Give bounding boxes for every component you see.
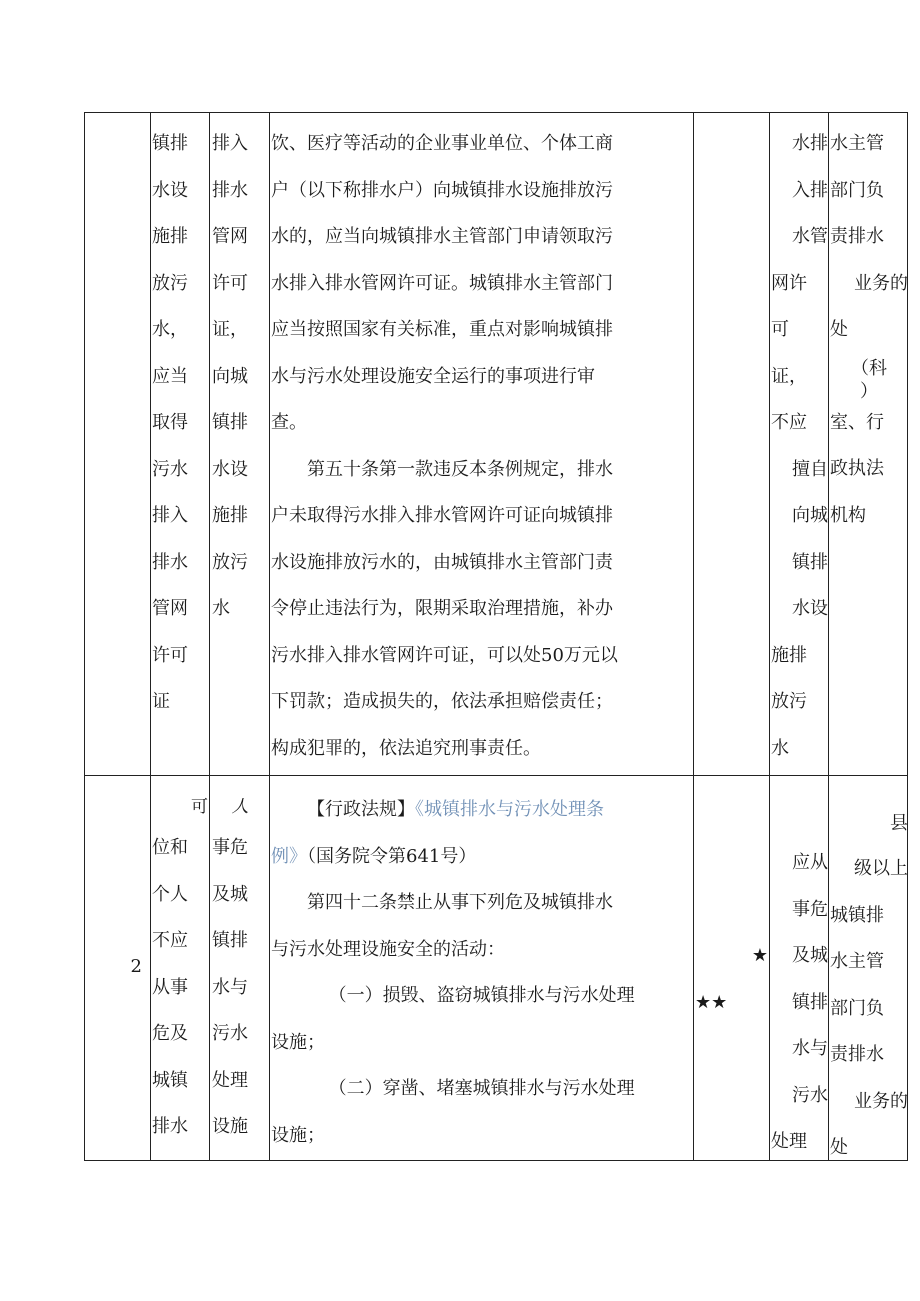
basis-line: 第五十条第一款违反本条例规定，排水 xyxy=(307,458,613,480)
row1-dept-line: （科 xyxy=(851,357,887,379)
row2-dept-line: 处 xyxy=(830,1137,848,1158)
basis-line: 构成犯罪的，依法追究刑事责任。 xyxy=(271,737,541,759)
basis-line: 户未取得污水排入排水管网许可证向城镇排 xyxy=(271,505,613,526)
basis-line: 水排入排水管网许可证。城镇排水主管部门 xyxy=(271,272,613,294)
row1-dept-line: 处 xyxy=(830,319,848,340)
basis-line: 应当按照国家有关标准，重点对影响城镇排 xyxy=(271,319,613,340)
row1-check-line: 水管 xyxy=(792,226,828,247)
col-border-5 xyxy=(769,112,770,1161)
row2-dept-line: 业务的 xyxy=(854,1090,908,1112)
col-border-4 xyxy=(693,112,694,1161)
row2-item-top: 可 xyxy=(191,797,208,817)
row1-dept-line: 部门负 xyxy=(830,179,884,201)
row1-dept-line: 政执法 xyxy=(830,458,884,479)
row1-type-line: 证， xyxy=(212,319,248,340)
row1-check-line: 擅自 xyxy=(792,458,828,480)
table-top-border xyxy=(84,112,908,113)
basis-line: 与污水处理设施安全的活动： xyxy=(271,938,505,960)
row2-dept-line: 责排水 xyxy=(830,1044,884,1065)
regulation-link-cont[interactable]: 例》 xyxy=(271,845,307,867)
basis-line: （一）损毁、盗窃城镇排水与污水处理 xyxy=(328,985,635,1006)
row2-level-cell xyxy=(695,933,768,1026)
row1-item-cell xyxy=(152,121,208,726)
row-divider xyxy=(84,775,908,776)
row1-check-line: 施排 xyxy=(771,644,807,666)
col-border-0 xyxy=(84,112,85,1161)
row1-item-line: 应当 xyxy=(152,365,188,387)
row2-type-line: 设施 xyxy=(212,1116,248,1137)
row1-item-line: 证 xyxy=(152,691,170,712)
row2-check-line: 水与 xyxy=(792,1038,828,1059)
basis-line: 下罚款；造成损失的，依法承担赔偿责任； xyxy=(271,691,613,712)
row2-item-cell xyxy=(152,797,208,1151)
row1-item-line: 施排 xyxy=(152,226,188,247)
row1-type-line: 许可 xyxy=(212,272,248,294)
row2-check-line: 处理 xyxy=(771,1131,807,1152)
row1-dept-line: 责排水 xyxy=(830,226,884,247)
basis-line: 水与污水处理设施安全运行的事项进行审 xyxy=(271,365,595,387)
row2-check-line: 及城 xyxy=(792,945,828,966)
row2-type-line: 事危 xyxy=(212,837,248,858)
basis-line: 户（以下称排水户）向城镇排水设施排放污 xyxy=(271,179,613,201)
basis-line: （二）穿凿、堵塞城镇排水与污水处理 xyxy=(328,1078,635,1099)
row1-check-line: 放污 xyxy=(771,691,807,712)
row2-item-line: 从事 xyxy=(152,976,188,998)
row1-check-line: 不应 xyxy=(771,412,807,433)
basis-head: 【行政法规】 xyxy=(307,799,415,820)
row1-type-line: 水设 xyxy=(212,458,248,480)
row2-item-line: 个人 xyxy=(152,883,188,905)
col-border-2 xyxy=(209,112,210,1161)
row2-item-line: 位和 xyxy=(152,837,188,858)
row2-type-line: 处理 xyxy=(212,1069,248,1091)
col-border-6 xyxy=(828,112,829,1161)
row1-dept-line: 机构 xyxy=(830,504,866,526)
row1-item-line: 许可 xyxy=(152,644,188,666)
row2-dept-cell xyxy=(830,802,908,1172)
col-border-1 xyxy=(150,112,151,1161)
row1-dept-line: ） xyxy=(860,380,878,402)
row2-item-line: 危及 xyxy=(152,1023,188,1044)
row1-basis-cell xyxy=(271,121,691,772)
row2-type-line: 及城 xyxy=(212,883,248,905)
row1-item-line: 排水 xyxy=(152,551,188,573)
row1-type-line: 水 xyxy=(212,598,230,619)
row1-type-line: 镇排 xyxy=(212,412,248,433)
row1-item-line: 取得 xyxy=(152,412,188,433)
row1-dept-line: 水主管 xyxy=(830,133,884,154)
row1-type-line: 管网 xyxy=(212,226,248,247)
row1-item-line: 放污 xyxy=(152,272,188,294)
basis-line: 污水排入排水管网许可证，可以处50万元以 xyxy=(271,644,618,666)
row2-type-top: 人 xyxy=(231,797,249,817)
level-star: ★ xyxy=(751,945,768,966)
row1-dept-line: 室、行 xyxy=(830,411,884,433)
row2-check-cell xyxy=(771,840,828,1166)
row1-dept-cell xyxy=(830,121,908,539)
row1-item-line: 排入 xyxy=(152,505,188,526)
row2-check-line: 事危 xyxy=(792,898,828,920)
row2-type-cell xyxy=(212,797,268,1151)
row2-basis-cell xyxy=(271,787,691,1159)
basis-line: 饮、医疗等活动的企业事业单位、个体工商 xyxy=(271,133,613,154)
row1-check-line: 向城 xyxy=(792,505,828,526)
row2-dept-line: 部门负 xyxy=(830,997,884,1019)
row1-item-line: 镇排 xyxy=(152,133,188,154)
row2-check-line: 镇排 xyxy=(792,991,828,1013)
row2-dept-line: 城镇排 xyxy=(830,904,884,926)
row2-dept-line: 级以上 xyxy=(854,858,908,879)
row2-check-line: 应从 xyxy=(792,852,828,873)
row2-type-line: 镇排 xyxy=(212,930,248,951)
basis-line: 第四十二条禁止从事下列危及城镇排水 xyxy=(307,892,613,913)
regulation-link[interactable]: 《城镇排水与污水处理条 xyxy=(415,799,604,820)
row1-type-line: 排水 xyxy=(212,179,248,201)
basis-line: 水设施排放污水的，由城镇排水主管部门责 xyxy=(271,551,613,573)
row1-check-line: 水 xyxy=(771,737,789,759)
row2-type-line: 污水 xyxy=(212,1023,248,1044)
row2-item-line: 排水 xyxy=(152,1116,188,1137)
row1-item-line: 水设 xyxy=(152,179,188,201)
basis-line: 设施； xyxy=(271,1031,325,1053)
row1-check-line: 水设 xyxy=(792,598,828,619)
basis-line: 设施； xyxy=(271,1124,325,1146)
row1-item-line: 水， xyxy=(152,319,188,340)
row2-check-line: 污水 xyxy=(792,1084,828,1106)
row1-check-line: 水排 xyxy=(792,133,828,154)
basis-tail: （国务院令第641号） xyxy=(307,845,477,867)
row1-check-cell xyxy=(771,121,828,772)
row1-dept-line: 业务的 xyxy=(854,272,908,294)
row1-item-line: 污水 xyxy=(152,458,188,480)
row2-type-line: 水与 xyxy=(212,976,248,998)
row1-type-line: 放污 xyxy=(212,551,248,573)
basis-line: 令停止违法行为，限期采取治理措施，补办 xyxy=(271,598,613,619)
row2-item-line: 城镇 xyxy=(152,1069,188,1091)
row1-check-line: 镇排 xyxy=(792,551,828,573)
row1-item-line: 管网 xyxy=(152,598,188,619)
row1-check-line: 证， xyxy=(771,365,807,387)
row1-check-line: 可 xyxy=(771,319,789,340)
row1-type-line: 施排 xyxy=(212,505,248,526)
row1-type-line: 排入 xyxy=(212,133,248,154)
col-border-3 xyxy=(269,112,270,1161)
row1-type-cell xyxy=(212,121,268,633)
basis-line: 水的，应当向城镇排水主管部门申请领取污 xyxy=(271,226,613,247)
row1-check-line: 入排 xyxy=(792,179,828,201)
row2-dept-line: 水主管 xyxy=(830,951,884,972)
row2-item-line: 不应 xyxy=(152,930,188,951)
row1-check-line: 网许 xyxy=(771,272,807,294)
row2-dept-line: 县 xyxy=(890,813,908,834)
level-stars: ★★ xyxy=(695,991,728,1013)
basis-line: 查。 xyxy=(271,412,307,433)
row1-type-line: 向城 xyxy=(212,365,248,387)
row-number-text: 2 xyxy=(130,956,142,977)
row-number xyxy=(84,944,148,991)
